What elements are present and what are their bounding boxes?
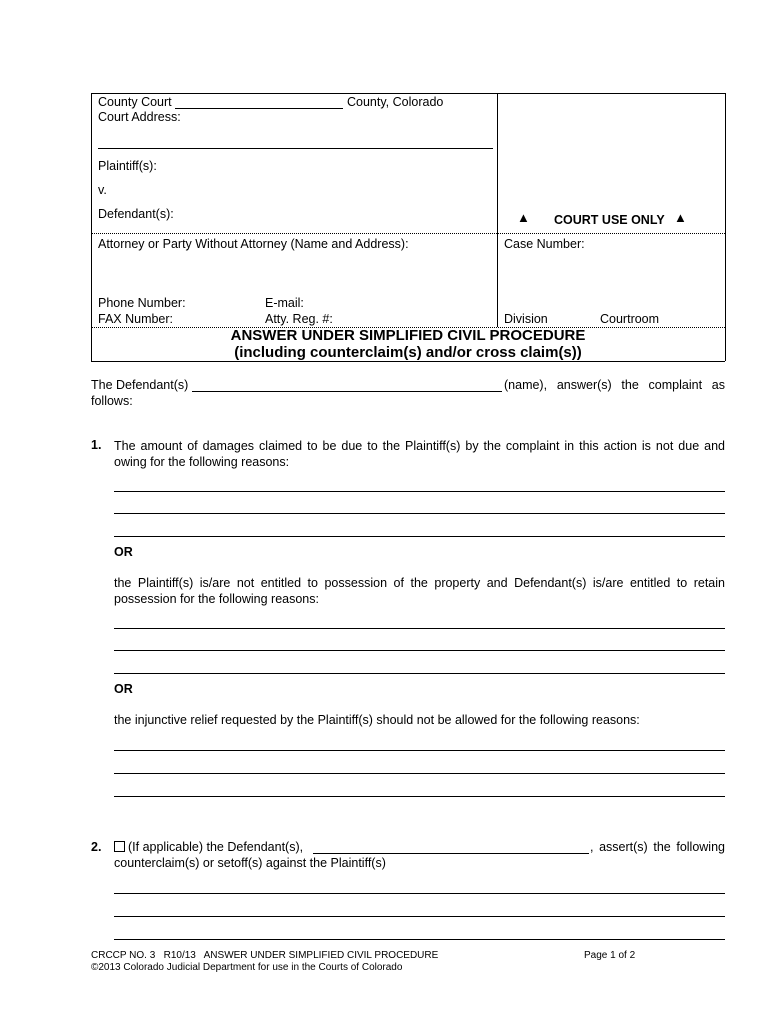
footer-form-id: CRCCP NO. 3 R10/13 ANSWER UNDER SIMPLIFIED CIVIL PROCEDURE	[91, 950, 439, 961]
section2-suffix: , assert(s) the following	[590, 840, 725, 854]
intro-line2: follows:	[91, 394, 133, 408]
answer-line[interactable]	[114, 893, 725, 894]
answer-line[interactable]	[114, 750, 725, 751]
triangle-up-icon: ▲	[517, 210, 530, 225]
atty-reg-label: Atty. Reg. #:	[265, 312, 333, 326]
email-label: E-mail:	[265, 296, 304, 310]
defendant-name-blank[interactable]	[313, 853, 589, 854]
section1-text3: the injunctive relief requested by the Plaintiff(s) should not be allowed for the following reasons:	[114, 713, 640, 727]
answer-line[interactable]	[114, 491, 725, 492]
court-label: County Court	[98, 95, 172, 109]
section2-line2: counterclaim(s) or setoff(s) against the Plaintiff(s)	[114, 856, 386, 870]
defendant-name-blank[interactable]	[192, 391, 502, 392]
section1-number: 1.	[91, 438, 102, 452]
versus-label: v.	[98, 183, 107, 197]
triangle-up-icon: ▲	[674, 210, 687, 225]
answer-line[interactable]	[114, 650, 725, 651]
court-use-only: COURT USE ONLY	[554, 213, 665, 227]
answer-line[interactable]	[114, 916, 725, 917]
defendant-label: Defendant(s):	[98, 207, 174, 221]
court-address-label: Court Address:	[98, 110, 181, 124]
footer-page: Page 1 of 2	[584, 950, 636, 961]
courtroom-label: Courtroom	[600, 312, 660, 326]
answer-line[interactable]	[114, 628, 725, 629]
court-address-blank[interactable]	[98, 148, 493, 149]
phone-label: Phone Number:	[98, 296, 186, 310]
form-title: ANSWER UNDER SIMPLIFIED CIVIL PROCEDURE	[230, 327, 586, 344]
plaintiff-label: Plaintiff(s):	[98, 159, 157, 173]
fax-label: FAX Number:	[98, 312, 174, 326]
checkbox-icon[interactable]	[114, 841, 125, 852]
intro-suffix: (name), answer(s) the complaint as	[504, 378, 725, 392]
section2-prefix: (If applicable) the Defendant(s),	[128, 840, 304, 854]
or-label: OR	[114, 545, 133, 559]
answer-line[interactable]	[114, 513, 725, 514]
county-suffix: County, Colorado	[347, 95, 444, 109]
answer-line[interactable]	[114, 773, 725, 774]
attorney-label: Attorney or Party Without Attorney (Name and Address):	[98, 237, 409, 251]
answer-line[interactable]	[114, 939, 725, 940]
or-label: OR	[114, 682, 133, 696]
section2-number: 2.	[91, 840, 102, 854]
answer-line[interactable]	[114, 673, 725, 674]
counterclaim-checkbox[interactable]	[114, 840, 127, 854]
answer-line[interactable]	[114, 796, 725, 797]
section1-text2: the Plaintiff(s) is/are not entitled to possession of the property and Defendant(s) is/are entitled to retain possession for the following reasons:	[114, 576, 725, 606]
form-subtitle: (including counterclaim(s) and/or cross claim(s))	[234, 344, 582, 361]
county-blank[interactable]	[175, 108, 343, 109]
intro-prefix: The Defendant(s)	[91, 378, 189, 392]
footer-copyright: ©2013 Colorado Judicial Department for use in the Courts of Colorado	[91, 962, 403, 973]
section1-text: The amount of damages claimed to be due to the Plaintiff(s) by the complaint in this action is not due and owing for the following reasons:	[114, 439, 725, 469]
answer-line[interactable]	[114, 536, 725, 537]
division-label: Division	[504, 312, 548, 326]
case-number-label: Case Number:	[504, 237, 585, 251]
